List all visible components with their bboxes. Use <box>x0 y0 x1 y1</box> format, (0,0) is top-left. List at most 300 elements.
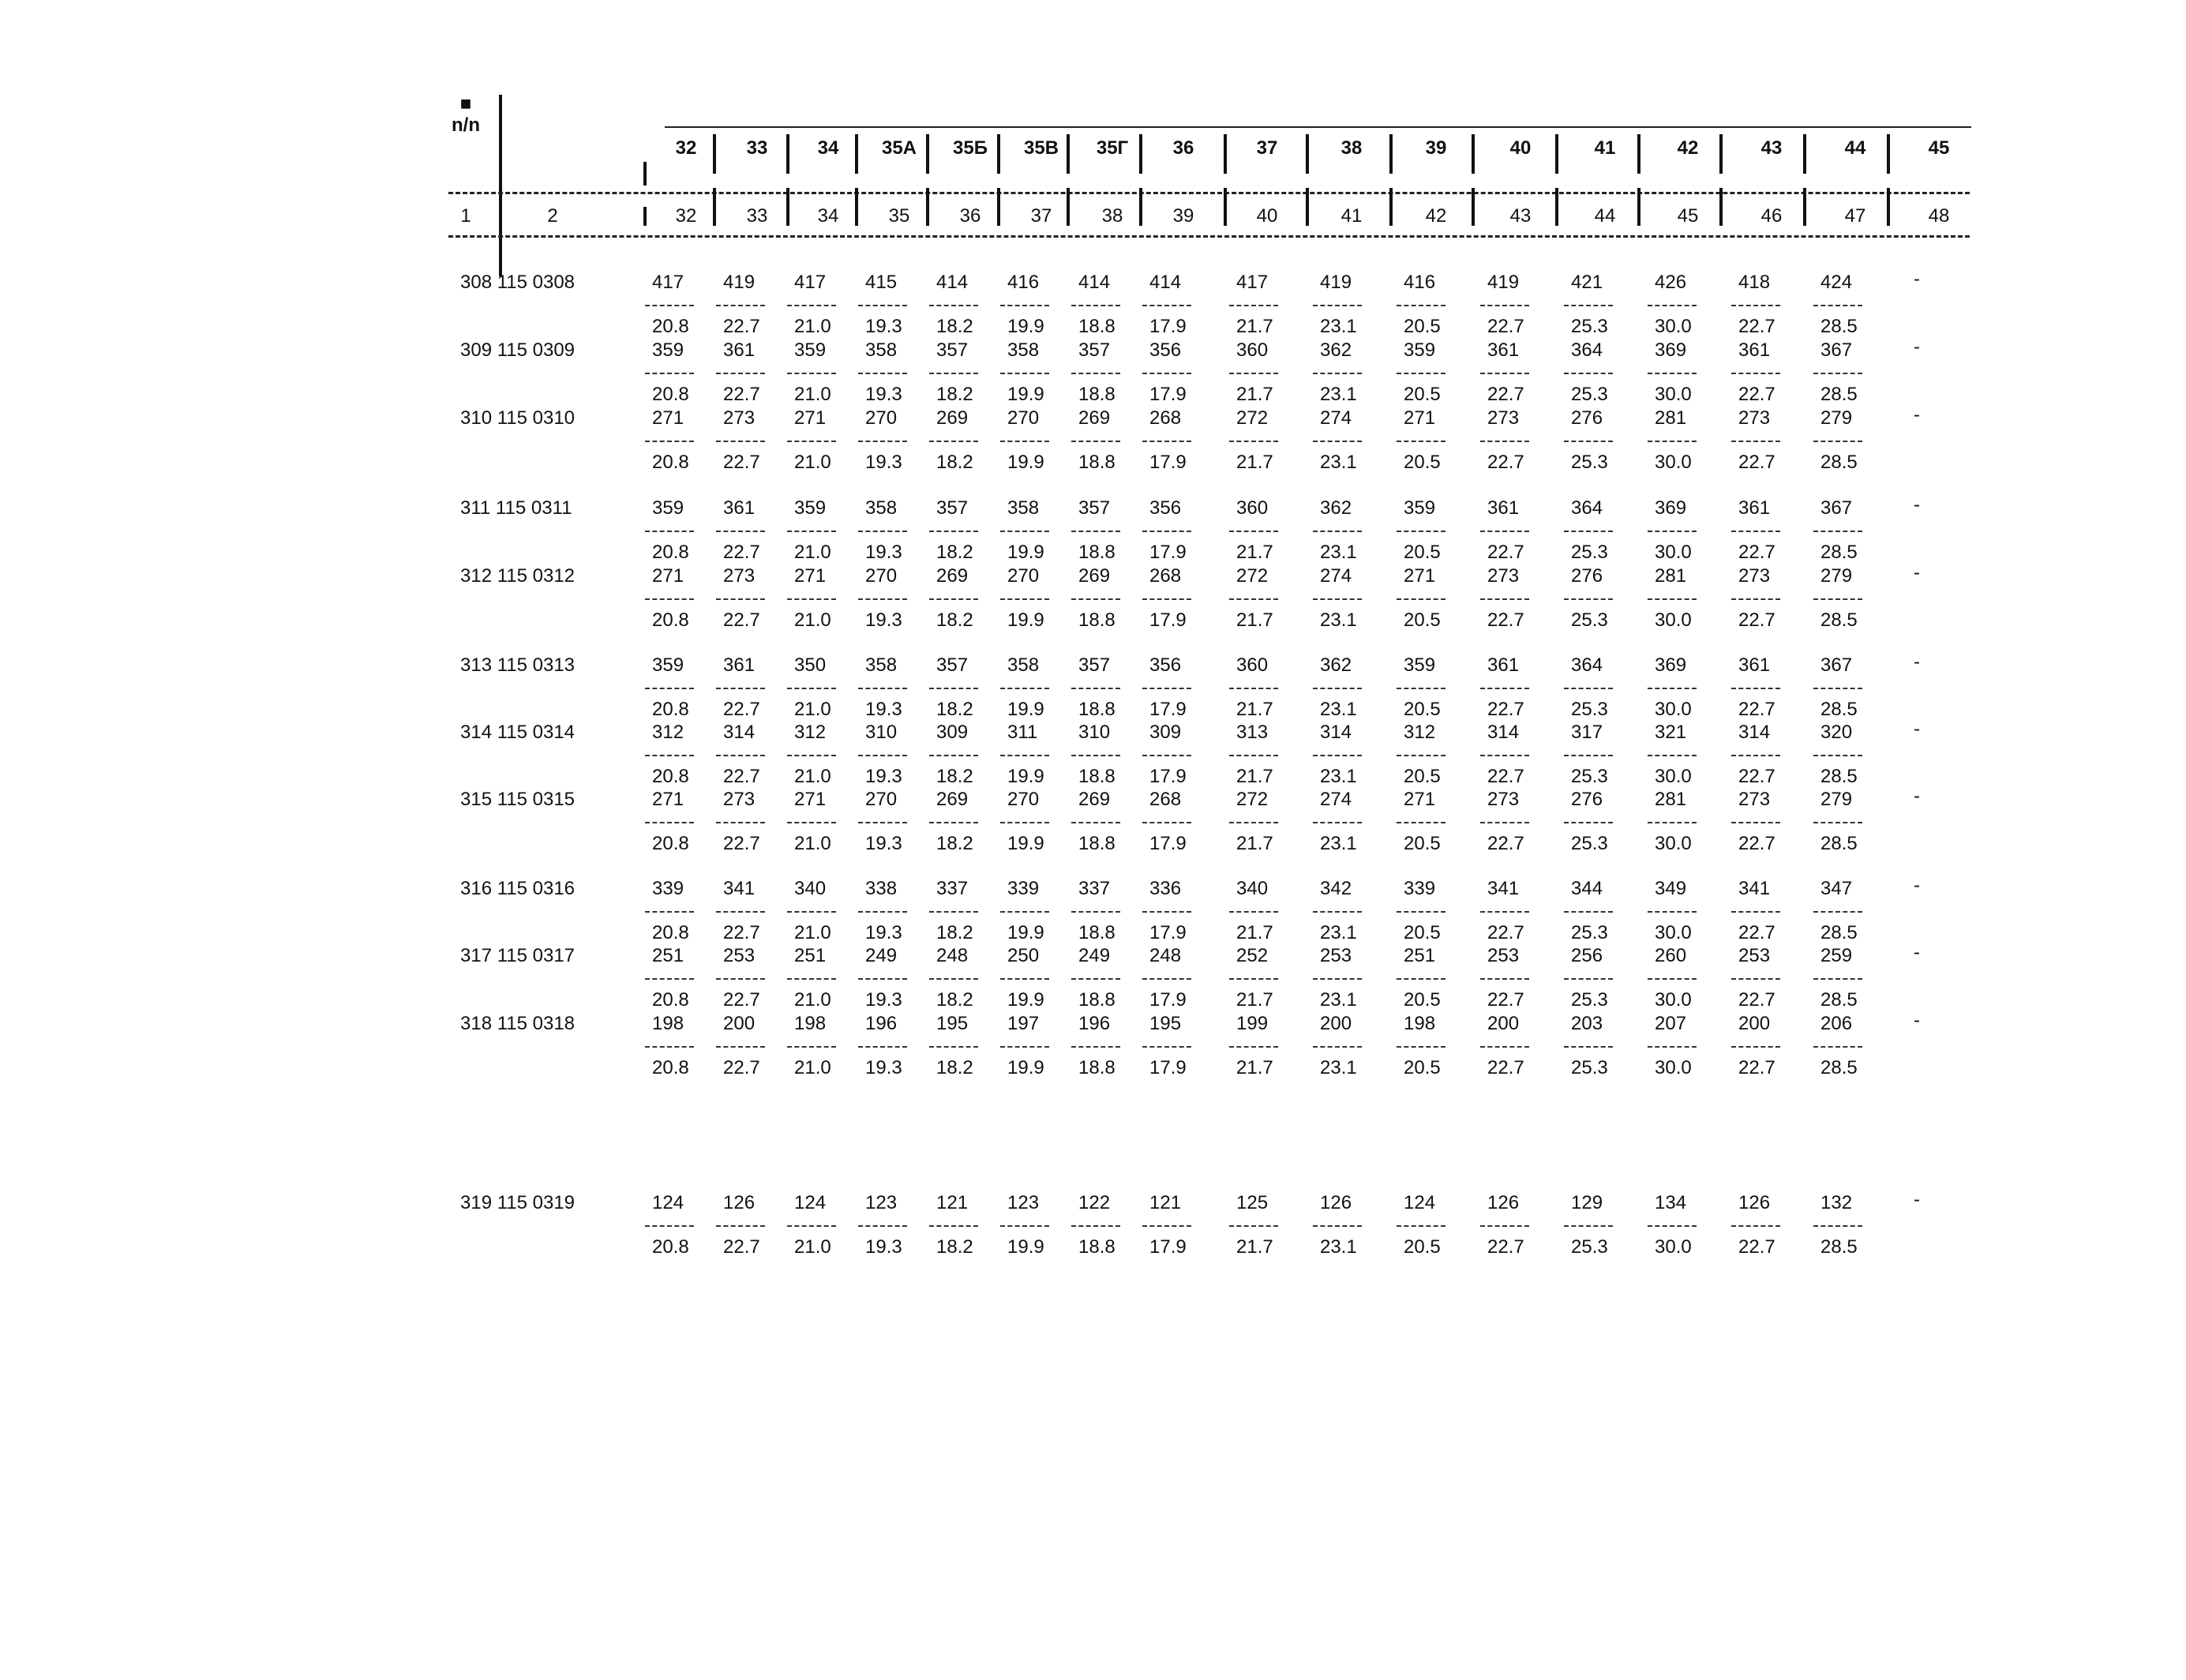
value-bottom: 19.3 <box>865 452 902 473</box>
value-top: 358 <box>865 497 898 519</box>
value-top: 356 <box>1149 339 1182 361</box>
value-bottom: 22.7 <box>1738 1057 1775 1078</box>
fraction-bar <box>1142 598 1191 600</box>
value-top: 276 <box>1571 407 1603 429</box>
value-bottom: 21.7 <box>1236 384 1273 405</box>
fraction-bar <box>716 688 765 689</box>
value-bottom: 17.9 <box>1149 316 1187 337</box>
fraction-bar <box>1313 911 1362 913</box>
value-top: 360 <box>1236 339 1269 361</box>
value-top: 364 <box>1571 497 1603 519</box>
col-number-33: 33 <box>746 205 768 227</box>
fraction-bar <box>858 598 907 600</box>
value-top: 339 <box>652 878 684 899</box>
value-bottom: 20.5 <box>1404 766 1441 787</box>
header-col-sep-9 <box>1389 134 1393 174</box>
fraction-bar <box>929 911 978 913</box>
value-bottom: 25.3 <box>1571 766 1608 787</box>
value-bottom: 20.8 <box>652 316 689 337</box>
value-top: 126 <box>723 1192 756 1213</box>
value-bottom: 22.7 <box>723 609 760 631</box>
fraction-bar <box>1648 598 1697 600</box>
header-col-sep-1 <box>786 134 789 174</box>
fraction-bar <box>1000 978 1049 980</box>
fraction-bar <box>787 373 836 374</box>
fraction-bar <box>1480 1046 1529 1048</box>
fraction-bar <box>787 755 836 756</box>
fraction-bar <box>716 1225 765 1227</box>
value-top: 276 <box>1571 789 1603 810</box>
value-bottom: 21.0 <box>794 989 831 1011</box>
value-bottom: 21.0 <box>794 316 831 337</box>
fraction-bar <box>1142 688 1191 689</box>
value-bottom: 19.9 <box>1007 316 1044 337</box>
fraction-bar <box>645 688 694 689</box>
fraction-bar <box>1000 305 1049 306</box>
fraction-bar <box>1071 822 1120 823</box>
value-bottom: 20.8 <box>652 452 689 473</box>
fraction-bar <box>1480 441 1529 442</box>
fraction-bar <box>1229 1225 1278 1227</box>
value-bottom: 25.3 <box>1571 922 1608 943</box>
value-top: 356 <box>1149 654 1182 676</box>
row-dash: - <box>1914 875 1920 896</box>
fraction-bar <box>1731 1046 1780 1048</box>
value-bottom: 20.5 <box>1404 452 1441 473</box>
fraction-bar <box>1229 1046 1278 1048</box>
value-top: 268 <box>1149 565 1182 587</box>
value-top: 361 <box>1738 497 1771 519</box>
value-bottom: 22.7 <box>1487 989 1524 1011</box>
value-top: 196 <box>865 1013 898 1034</box>
value-bottom: 20.8 <box>652 542 689 563</box>
value-top: 314 <box>1320 722 1352 743</box>
value-top: 199 <box>1236 1013 1269 1034</box>
value-top: 361 <box>1487 654 1520 676</box>
fraction-bar <box>645 911 694 913</box>
value-top: 271 <box>794 407 827 429</box>
fraction-bar <box>1564 822 1613 823</box>
fraction-bar <box>1648 688 1697 689</box>
fraction-bar <box>1731 822 1780 823</box>
value-top: 309 <box>936 722 969 743</box>
header-top-rule <box>665 126 1971 128</box>
fraction-bar <box>1813 598 1862 600</box>
row-id: 319 115 0319 <box>460 1192 576 1213</box>
fraction-bar <box>1142 822 1191 823</box>
value-top: 273 <box>1738 789 1771 810</box>
header-num-sep-1 <box>786 188 789 226</box>
fraction-bar <box>787 531 836 532</box>
value-bottom: 21.7 <box>1236 699 1273 720</box>
col-number-38: 38 <box>1101 205 1123 227</box>
fraction-bar <box>1813 688 1862 689</box>
value-top: 279 <box>1820 789 1853 810</box>
col-number-48: 48 <box>1928 205 1950 227</box>
value-bottom: 22.7 <box>1487 384 1524 405</box>
value-top: 312 <box>794 722 827 743</box>
fraction-bar <box>929 1046 978 1048</box>
value-top: 207 <box>1655 1013 1687 1034</box>
fraction-bar <box>1071 531 1120 532</box>
value-top: 274 <box>1320 407 1352 429</box>
value-top: 206 <box>1820 1013 1853 1034</box>
value-bottom: 18.2 <box>936 609 973 631</box>
value-top: 134 <box>1655 1192 1687 1213</box>
value-bottom: 22.7 <box>1487 699 1524 720</box>
value-bottom: 18.8 <box>1078 766 1115 787</box>
value-top: 248 <box>1149 945 1182 966</box>
value-bottom: 19.3 <box>865 316 902 337</box>
value-top: 273 <box>1487 565 1520 587</box>
value-bottom: 18.8 <box>1078 1057 1115 1078</box>
header-num-sep-7 <box>1224 188 1227 226</box>
fraction-bar <box>1397 598 1445 600</box>
value-bottom: 22.7 <box>1738 699 1775 720</box>
value-top: 271 <box>794 565 827 587</box>
fraction-bar <box>716 978 765 980</box>
value-top: 347 <box>1820 878 1853 899</box>
header-left-sep <box>643 162 647 186</box>
corner-mark: ■ <box>459 93 472 114</box>
header-col-sep-10 <box>1472 134 1475 174</box>
value-bottom: 20.5 <box>1404 699 1441 720</box>
fraction-bar <box>1313 822 1362 823</box>
value-top: 273 <box>723 565 756 587</box>
fraction-bar <box>1648 1046 1697 1048</box>
fraction-bar <box>1142 373 1191 374</box>
value-bottom: 21.7 <box>1236 989 1273 1011</box>
value-bottom: 21.0 <box>794 542 831 563</box>
header-num-sep-4 <box>997 188 1000 226</box>
fraction-bar <box>645 1046 694 1048</box>
fraction-bar <box>787 1046 836 1048</box>
value-bottom: 30.0 <box>1655 384 1692 405</box>
value-top: 309 <box>1149 722 1182 743</box>
value-bottom: 23.1 <box>1320 1057 1357 1078</box>
row-dash: - <box>1914 651 1920 673</box>
fraction-bar <box>1142 305 1191 306</box>
value-bottom: 18.2 <box>936 452 973 473</box>
value-bottom: 22.7 <box>1738 452 1775 473</box>
fraction-bar <box>645 598 694 600</box>
col-code-37: 37 <box>1256 137 1278 159</box>
value-bottom: 17.9 <box>1149 989 1187 1011</box>
fraction-bar <box>716 531 765 532</box>
col-code-39: 39 <box>1425 137 1447 159</box>
value-top: 361 <box>723 497 756 519</box>
value-top: 359 <box>652 497 684 519</box>
value-bottom: 18.8 <box>1078 542 1115 563</box>
fraction-bar <box>1000 373 1049 374</box>
fraction-bar <box>1071 978 1120 980</box>
value-top: 268 <box>1149 789 1182 810</box>
header-col-sep-5 <box>1067 134 1070 174</box>
value-bottom: 19.9 <box>1007 384 1044 405</box>
fraction-bar <box>1397 688 1445 689</box>
value-top: 124 <box>1404 1192 1436 1213</box>
value-bottom: 22.7 <box>723 1236 760 1258</box>
fraction-bar <box>787 1225 836 1227</box>
value-bottom: 22.7 <box>1487 452 1524 473</box>
col-code-36: 36 <box>1172 137 1194 159</box>
value-bottom: 23.1 <box>1320 384 1357 405</box>
fraction-bar <box>858 1046 907 1048</box>
col-number-32: 32 <box>675 205 697 227</box>
fraction-bar <box>1142 755 1191 756</box>
value-top: 339 <box>1007 878 1040 899</box>
value-top: 248 <box>936 945 969 966</box>
fraction-bar <box>645 373 694 374</box>
value-bottom: 18.2 <box>936 989 973 1011</box>
value-bottom: 18.2 <box>936 316 973 337</box>
value-top: 126 <box>1738 1192 1771 1213</box>
value-bottom: 20.5 <box>1404 1057 1441 1078</box>
value-top: 362 <box>1320 339 1352 361</box>
fraction-bar <box>1313 598 1362 600</box>
fraction-bar <box>858 822 907 823</box>
value-bottom: 21.0 <box>794 1236 831 1258</box>
value-top: 359 <box>652 654 684 676</box>
value-bottom: 18.8 <box>1078 384 1115 405</box>
value-top: 253 <box>1320 945 1352 966</box>
value-bottom: 30.0 <box>1655 1057 1692 1078</box>
value-bottom: 22.7 <box>723 316 760 337</box>
col-code-43: 43 <box>1760 137 1783 159</box>
col-code-44: 44 <box>1844 137 1866 159</box>
value-top: 361 <box>1738 654 1771 676</box>
value-bottom: 20.8 <box>652 833 689 854</box>
value-top: 200 <box>1320 1013 1352 1034</box>
value-top: 281 <box>1655 789 1687 810</box>
value-bottom: 30.0 <box>1655 922 1692 943</box>
fraction-bar <box>1813 1046 1862 1048</box>
value-bottom: 20.8 <box>652 1236 689 1258</box>
fraction-bar <box>1564 305 1613 306</box>
fraction-bar <box>1229 822 1278 823</box>
fraction-bar <box>645 531 694 532</box>
value-top: 340 <box>794 878 827 899</box>
value-bottom: 17.9 <box>1149 766 1187 787</box>
fraction-bar <box>929 822 978 823</box>
value-top: 274 <box>1320 565 1352 587</box>
fraction-bar <box>1142 1225 1191 1227</box>
value-bottom: 23.1 <box>1320 452 1357 473</box>
header-num-sep-6 <box>1139 188 1142 226</box>
value-top: 250 <box>1007 945 1040 966</box>
fraction-bar <box>858 688 907 689</box>
header-num-sep-13 <box>1719 188 1723 226</box>
col-number-43: 43 <box>1509 205 1532 227</box>
fraction-bar <box>1564 1225 1613 1227</box>
value-bottom: 19.3 <box>865 833 902 854</box>
value-top: 313 <box>1236 722 1269 743</box>
value-top: 269 <box>1078 407 1111 429</box>
header-mid-rule <box>448 192 1970 194</box>
fraction-bar <box>1000 1046 1049 1048</box>
value-bottom: 22.7 <box>1738 922 1775 943</box>
row-id: 312 115 0312 <box>460 565 576 587</box>
fraction-bar <box>1480 1225 1529 1227</box>
fraction-bar <box>1564 598 1613 600</box>
value-top: 273 <box>723 789 756 810</box>
col-number-40: 40 <box>1256 205 1278 227</box>
header-col-sep-2 <box>855 134 858 174</box>
header-num-sep-10 <box>1472 188 1475 226</box>
value-bottom: 23.1 <box>1320 766 1357 787</box>
value-bottom: 19.9 <box>1007 833 1044 854</box>
fraction-bar <box>716 911 765 913</box>
value-top: 270 <box>865 789 898 810</box>
row-id: 314 115 0314 <box>460 722 576 743</box>
header-col-sep-14 <box>1803 134 1806 174</box>
col-number-41: 41 <box>1340 205 1363 227</box>
value-bottom: 22.7 <box>1487 922 1524 943</box>
value-top: 195 <box>936 1013 969 1034</box>
value-bottom: 19.3 <box>865 989 902 1011</box>
fraction-bar <box>1071 688 1120 689</box>
value-bottom: 19.3 <box>865 766 902 787</box>
value-bottom: 22.7 <box>1738 1236 1775 1258</box>
value-top: 124 <box>794 1192 827 1213</box>
fraction-bar <box>1229 911 1278 913</box>
fraction-bar <box>1731 598 1780 600</box>
value-bottom: 25.3 <box>1571 1057 1608 1078</box>
value-top: 271 <box>652 565 684 587</box>
value-bottom: 19.9 <box>1007 1057 1044 1078</box>
value-top: 358 <box>1007 339 1040 361</box>
value-bottom: 22.7 <box>1738 989 1775 1011</box>
value-bottom: 22.7 <box>723 452 760 473</box>
value-top: 414 <box>1078 272 1111 293</box>
fraction-bar <box>1731 755 1780 756</box>
value-bottom: 18.2 <box>936 542 973 563</box>
value-top: 336 <box>1149 878 1182 899</box>
value-bottom: 20.8 <box>652 384 689 405</box>
row-dash: - <box>1914 786 1920 807</box>
fraction-bar <box>1648 1225 1697 1227</box>
fraction-bar <box>645 978 694 980</box>
header-num-sep-3 <box>926 188 929 226</box>
value-bottom: 17.9 <box>1149 542 1187 563</box>
value-top: 197 <box>1007 1013 1040 1034</box>
value-top: 271 <box>652 407 684 429</box>
fraction-bar <box>1397 755 1445 756</box>
fraction-bar <box>787 978 836 980</box>
fraction-bar <box>1397 305 1445 306</box>
fraction-bar <box>1731 531 1780 532</box>
value-bottom: 18.2 <box>936 1236 973 1258</box>
value-top: 311 <box>1007 722 1038 743</box>
fraction-bar <box>1229 688 1278 689</box>
value-top: 273 <box>1738 407 1771 429</box>
fraction-bar <box>1648 531 1697 532</box>
header-num-left-sep <box>643 207 647 226</box>
fraction-bar <box>1648 305 1697 306</box>
value-top: 359 <box>794 339 827 361</box>
fraction-bar <box>1229 755 1278 756</box>
fraction-bar <box>858 755 907 756</box>
value-top: 416 <box>1007 272 1040 293</box>
value-top: 271 <box>1404 407 1436 429</box>
fraction-bar <box>1648 373 1697 374</box>
fraction-bar <box>1813 911 1862 913</box>
value-bottom: 23.1 <box>1320 989 1357 1011</box>
value-bottom: 22.7 <box>723 1057 760 1078</box>
col-number-42: 42 <box>1425 205 1447 227</box>
col-code-41: 41 <box>1594 137 1616 159</box>
value-bottom: 22.7 <box>1738 766 1775 787</box>
fraction-bar <box>1731 441 1780 442</box>
value-top: 415 <box>865 272 898 293</box>
header-col-sep-0 <box>713 134 716 174</box>
fraction-bar <box>1813 978 1862 980</box>
value-top: 361 <box>723 339 756 361</box>
value-top: 273 <box>1487 407 1520 429</box>
fraction-bar <box>787 688 836 689</box>
value-top: 416 <box>1404 272 1436 293</box>
value-top: 251 <box>652 945 684 966</box>
value-top: 344 <box>1571 878 1603 899</box>
header-col-sep-11 <box>1555 134 1558 174</box>
header-num-sep-14 <box>1803 188 1806 226</box>
fraction-bar <box>929 1225 978 1227</box>
fraction-bar <box>1071 1046 1120 1048</box>
value-bottom: 25.3 <box>1571 699 1608 720</box>
fraction-bar <box>1813 373 1862 374</box>
value-top: 251 <box>794 945 827 966</box>
value-bottom: 20.5 <box>1404 384 1441 405</box>
value-top: 349 <box>1655 878 1687 899</box>
col-number-34: 34 <box>817 205 839 227</box>
header-col-sep-4 <box>997 134 1000 174</box>
col-number-45: 45 <box>1677 205 1699 227</box>
value-bottom: 20.5 <box>1404 833 1441 854</box>
value-bottom: 20.5 <box>1404 989 1441 1011</box>
col-code-35А: 35А <box>881 137 917 159</box>
value-bottom: 18.2 <box>936 833 973 854</box>
fraction-bar <box>1313 441 1362 442</box>
value-top: 421 <box>1571 272 1603 293</box>
value-top: 357 <box>1078 339 1111 361</box>
value-bottom: 18.8 <box>1078 316 1115 337</box>
fraction-bar <box>1731 1225 1780 1227</box>
value-bottom: 18.2 <box>936 766 973 787</box>
col-number-47: 47 <box>1844 205 1866 227</box>
col-code-33: 33 <box>746 137 768 159</box>
fraction-bar <box>1564 441 1613 442</box>
value-bottom: 21.0 <box>794 766 831 787</box>
fraction-bar <box>858 1225 907 1227</box>
fraction-bar <box>858 373 907 374</box>
fraction-bar <box>929 978 978 980</box>
value-top: 362 <box>1320 497 1352 519</box>
fraction-bar <box>1313 1046 1362 1048</box>
fraction-bar <box>787 441 836 442</box>
fraction-bar <box>1071 305 1120 306</box>
value-top: 358 <box>865 339 898 361</box>
value-bottom: 30.0 <box>1655 1236 1692 1258</box>
value-top: 341 <box>1487 878 1520 899</box>
value-top: 253 <box>723 945 756 966</box>
value-bottom: 21.7 <box>1236 452 1273 473</box>
header-num-sep-0 <box>713 188 716 226</box>
row-id: 310 115 0310 <box>460 407 576 429</box>
value-bottom: 22.7 <box>723 833 760 854</box>
value-top: 198 <box>652 1013 684 1034</box>
fraction-bar <box>645 305 694 306</box>
value-top: 417 <box>652 272 684 293</box>
